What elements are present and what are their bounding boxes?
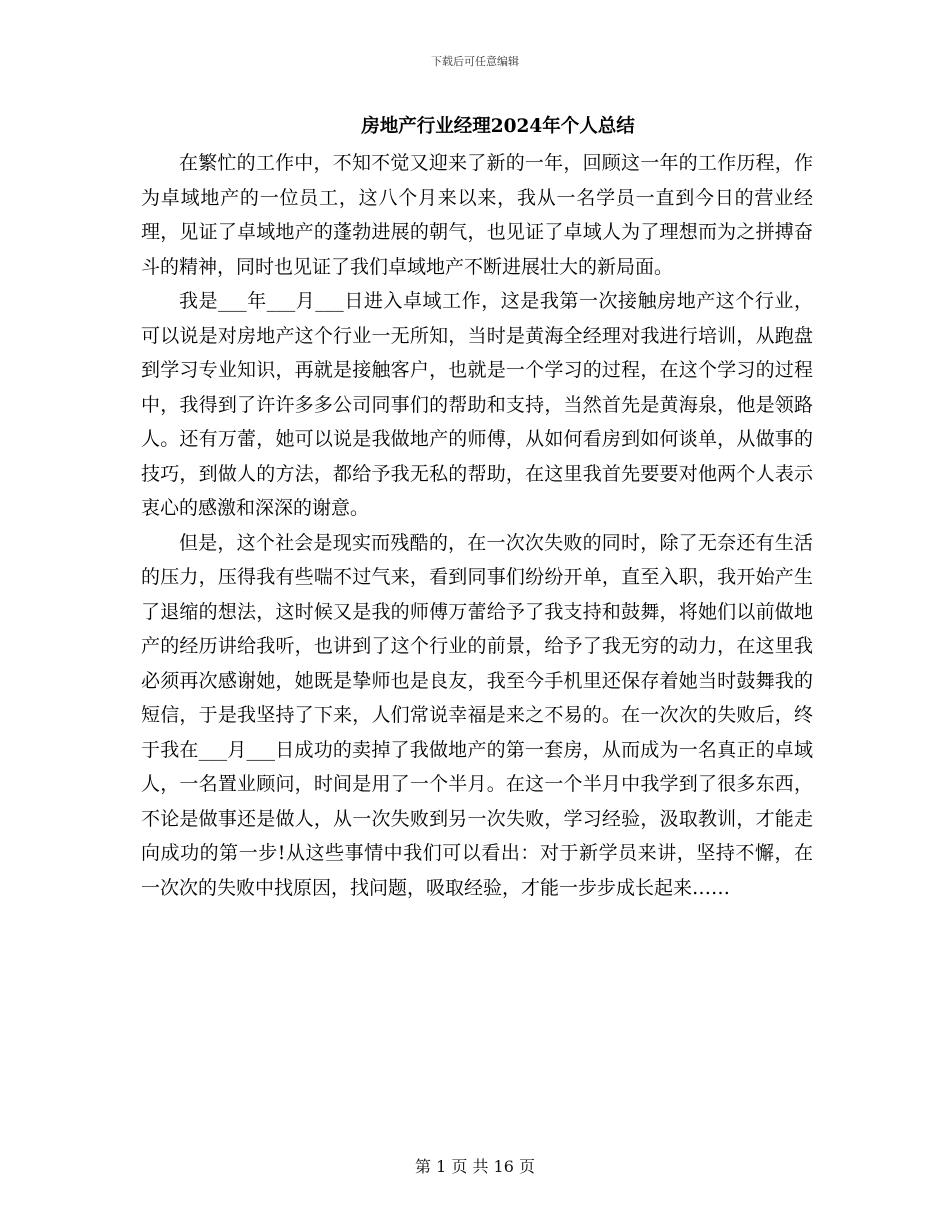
paragraph-3: 但是，这个社会是现实而残酷的，在一次次失败的同时，除了无奈还有生活的压力，压得我有些喘不过气来，看到同事们纷纷开单，直至入职，我开始产生了退缩的想法，这时候又是我的师傅万蕾给予了我支持和鼓舞，将她们以前做地产的经历讲给我听，也讲到了这个行业的前景，给予了我无穷的动力，在这里我必须再次感谢她，她既是挚师也是良友，我至今手机里还保存着她当时鼓舞我的短信，于是我坚持了下来，人们常说幸福是来之不易的。在一次次的失败后，终于我在___月___日成功的卖掉了我做地产的第一套房，从而成为一名真正的卓域人，一名置业顾问，时间是用了一个半月。在这一个半月中我学到了很多东西，不论是做事还是做人，从一次失败到另一次失败，学习经验，汲取教训，才能走向成功的第一步!从这些事情中我们可以看出：对于新学员来讲，坚持不懈，在一次次的失败中找原因，找问题，吸取经验，才能一步步成长起来…… [141, 531, 813, 899]
document-title: 房地产行业经理2024年个人总结 [361, 116, 635, 137]
document-body [141, 146, 813, 905]
page-number-footer: 第 1 页 共 16 页 [415, 1157, 535, 1176]
paragraph-2: 我是___年___月___日进入卓域工作，这是我第一次接触房地产这个行业，可以说是对房地产这个行业一无所知，当时是黄海全经理对我进行培训，从跑盘到学习专业知识，再就是接触客户，也就是一个学习的过程，在这个学习的过程中，我得到了许许多多公司同事们的帮助和支持，当然首先是黄海泉，他是领路人。还有万蕾，她可以说是我做地产的师傅，从如何看房到如何谈单，从做事的技巧，到做人的方法，都给予我无私的帮助，在这里我首先要要对他两个人表示衷心的感激和深深的谢意。 [141, 290, 813, 519]
page-header-note: 下载后可任意编辑 [431, 55, 519, 68]
paragraph-1: 在繁忙的工作中，不知不觉又迎来了新的一年，回顾这一年的工作历程，作为卓域地产的一位员工，这八个月来以来，我从一名学员一直到今日的营业经理，见证了卓域地产的蓬勃进展的朝气，也见证了卓域人为了理想而为之拼搏奋斗的精神，同时也见证了我们卓域地产不断进展壮大的新局面。 [141, 152, 813, 278]
